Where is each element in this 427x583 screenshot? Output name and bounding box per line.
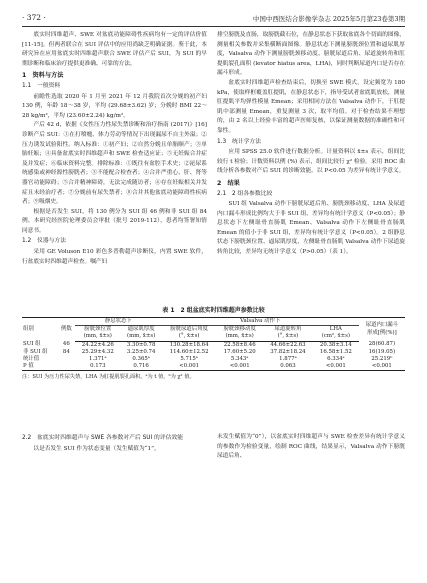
table-header-row-1 [22,318,405,326]
table-row [22,349,405,356]
table-cell-bladder-neck-mobility: 5.343ᵃ [230,356,249,363]
table-cell-urethral-rotation-angle: 1.877ᵃ [279,356,297,363]
left-paragraph: 采用 GE Voluson E10 彩色多普勒超声诊断仪，内置 SWE 软件，行盆底实时四维超声检查。嘱产妇 [22,249,207,265]
right-paragraph: 排空膀胱及直肠，取膀胱截石位，在静息状态下获取盆底各个切面的图像，测量相关参数并采集横断面图像。静息状态下测量膀胱颈位置和逼尿肌厚度，Valsalva 动作下测量膀胱颈移动度、膀胱尿道后角、尿道旋转角和肛提肌裂孔面积 (levator hiatus area，LHA)，同时判断尿道内口是否存在漏斗形成。 [217,32,405,77]
col-header-lha: LHA (cm², x̄±s) [313,326,359,341]
table-cell-group: SUI 组 [23,341,41,348]
table-cell-bladder-neck-position: 1.371ᵃ [89,356,107,363]
table-row [22,356,405,363]
table-cell-n: 46 [62,341,70,348]
table-cell-detrusor-thickness: 0.365ᵃ [132,356,150,363]
right-paragraph: SUI 组 Valsalva 动作下膀胱尿道后角、膀胱颈移动度、LHA 及尿道内口漏斗形成比例均大于非 SUI 组，差异均有统计学意义（P<0.05）；静息状态下左侧耻骨直肠肌 Emean、Valsalva 动作下左侧耻骨直肠肌 Emean 的值小于非 SUI 组，差异均有统计学意义（P<0.05）。2 组静息状态下膀胱颈位置、逼尿肌厚度，左侧耻骨直肠肌 Valsalva 动作下尿道旋转角比较，差异均无统计学意义（P>0.05）（表 1）。 [217,201,405,256]
left-subsection-heading: 1.2 仪器与方法 [22,238,67,245]
table-cell-n [58,356,75,363]
table-cell-bladder-neck-mobility: <0.001 [217,363,263,371]
table-cell-posterior-urethrovesical-angle: 5.715ᵃ [180,356,198,363]
left-subsection-heading: 1.1 一般资料 [22,82,61,89]
table-cell-detrusor-thickness: 0.716 [121,363,162,371]
left-paragraph: 根据是否发生 SUI，将 130 例分为 SUI 组 46 例和非 SUI 组 84 例。本研究经医院伦理委员会审批（批号 2019-112），患者均签署知情同意书。 [22,208,207,234]
table-cell-bladder-neck-position: 25.29±4.32 [81,348,114,355]
table-cell-n [58,363,75,371]
table-cell-posterior-urethrovesical-angle: 114.60±12.52 [169,348,209,355]
table-cell-posterior-urethrovesical-angle: 130.28±18.64 [169,341,209,348]
right-subsection-heading: 1.3 统计学方法 [217,138,262,145]
col-header-n: 例数 [58,318,75,342]
left-paragraph: 产后 42 d，依据《女性压力性尿失禁诊断和治疗指南 (2017)》[16] 诊断产后 SUI：①在打喷嚏、体力劳动等情况下出现漏尿不自主外溢；②压力诱发试验阳性。纳入标准：①初产妇；②自然分娩且单胎顺产；③单胎妊娠；④具备盆底实时四维超声和 SWE 检查适应证；⑤无妊娠合并症及并发症；⑥临床资料完整。排除标准：①既往有盆腔手术史；②泌尿系统感染或神经源性膀胱者；③不能配合检查者；④合并严重心、肝、肾等器官功能障碍；⑤合并精神障碍，无法完成随访者；⑥存在妊娠相关并发症且未经治疗者；⑦分娩前有尿失禁者；⑧合并其他盆底功能障碍性疾病者；⑨吸烟史。 [22,122,207,206]
col-header-rotation-angle: 尿道旋转角 (°, x̄±s) [263,326,313,341]
table-cell-funnel-formation: 16(19.05) [368,348,396,355]
table-cell-lha: 20.38±3.14 [319,341,352,348]
table-body [22,341,405,371]
col-header-posterior-angle: 膀胱尿道后角度 (°, x̄±s) [162,326,217,341]
table-cell-urethral-rotation-angle: 37.82±18.24 [270,348,306,355]
table-cell-detrusor-thickness: 3.30±0.78 [126,341,156,348]
right-paragraph: 盆底实时四维超声检查结束后，切换至 SWE 模式，设定频宽为 180 kPa，使取样框覆盖肛提肌，在静息状态下，指导受试者盆底肌放松，测量肛提肌平均弹性模量 Emean；采用相同方法在 Valsalva 动作下，于肛提肌中部测量 Emean，重复测量 3 次，取平均值。对于检查结果不理想的，由 2 名以上经验丰富的超声医师复核，以保证测量数据的准确性和可靠性。 [217,79,405,134]
right-section-heading: 2 结果 [217,179,240,187]
table-cell-n: 84 [62,348,70,355]
table-1 [22,305,405,380]
table-row [22,341,405,349]
right-paragraph: 应用 SPSS 25.0 软件进行数据分析。计量资料以 x̄±s 表示，组间比较行 t 检验；计数资料以例 (%) 表示，组间比较行 χ² 检验。采用 ROC 曲线分析各参数对产后 SUI 的诊断效能。以 P<0.05 为差异有统计学意义。 [217,149,405,175]
bottom-left-subsection-heading: 2.2 盆底实时四维超声与 SWE 各参数对产后 SUI 的评估效能 [22,435,184,441]
col-header-funnel: 尿道内口漏斗 形成[例(%)] [359,318,405,342]
table-header-row-2 [22,326,405,341]
left-column [22,31,207,267]
journal-title: 中国中西医结合影像学杂志 2025年5月第23卷第3期 [252,15,405,23]
table-cell-funnel-formation: 25.219ᵇ [371,356,393,363]
table-cell-bladder-neck-mobility: 17.60±5.20 [223,348,256,355]
bottom-left-paragraph: 以是否发生 SUI 作为状态变量（发生赋值为“1”， [33,445,160,452]
table-cell-urethral-rotation-angle: 0.063 [263,363,313,371]
table-row [22,363,405,371]
table-cell-lha: 16.58±1.52 [319,348,352,355]
table-cell-bladder-neck-position: 24.22±4.26 [81,341,114,348]
left-paragraph: 前瞻性选取 2020 年 1 月至 2021 年 12 月我院首次分娩的初产妇 130 例，年龄 18～38 岁，平均 (29.68±3.62) 岁；分娩时 BMI 22～28 kg/m²，平均 (23.60±2.24) kg/m²。 [22,93,207,119]
bottom-left-column [22,433,207,454]
table-cell-group: 非 SUI 组 [23,348,48,355]
right-subsection-heading: 2.1 2 组各参数比较 [217,190,273,197]
bottom-right-column [217,433,405,462]
running-header [22,13,405,25]
col-header-detrusor-thickness: 逼尿肌厚度 (mm, x̄±s) [121,326,162,341]
header-rule [22,26,405,27]
col-header-group: 组别 [22,318,58,342]
table-cell-bladder-neck-position: 0.173 [75,363,121,371]
table-cell-urethral-rotation-angle: 44.66±22.63 [270,341,306,348]
col-header-bladder-neck-mobility: 膀胱颈移动度 (mm, x̄±s) [217,326,263,341]
left-section-heading: 1 资料与方法 [22,72,64,80]
comparison-table [22,317,405,371]
table-cell-lha: 6.334ᵃ [327,356,345,363]
table-cell-group: P 值 [22,363,58,371]
bottom-right-paragraph: 未发生赋值为“0”），以盆底实时四维超声与 SWE 检查差异有统计学意义的参数作为检验变量，绘制 ROC 曲线，结果显示，Valsalva 动作下膀胱尿道后角、 [217,434,405,460]
table-cell-funnel-formation: <0.001 [359,363,405,371]
right-column [217,31,405,258]
left-paragraph: 底实时四维超声、SWE 对盆底功能障碍性疾病均有一定的评估价值[11-15]。但两者联合在 SUI 评估中的应用尚缺乏明确证据。鉴于此，本研究旨在应用盆底实时四维超声联合 SWE 评估产后 SUI，为 SUI 的早期诊断和临床治疗提供更准确、可靠的方法。 [22,32,207,67]
col-header-bladder-neck-position: 膀胱颈位置 (mm, x̄±s) [75,326,121,341]
page-number: · 372 · [22,13,46,22]
table-cell-posterior-urethrovesical-angle: <0.001 [162,363,217,371]
group-header-valsalva: Valsalva 动作下 [162,318,359,326]
table-cell-lha: <0.001 [313,363,359,371]
table-cell-funnel-formation: 28(60.87) [368,341,396,348]
table-cell-detrusor-thickness: 3.25±0.74 [126,348,156,355]
table-caption: 表 1 2 组盆底实时四维超声参数比较 [162,307,265,314]
group-header-rest: 静息状态下 [75,318,162,326]
table-cell-bladder-neck-mobility: 22.58±8.46 [223,341,256,348]
table-note: 注：SUI 为压力性尿失禁，LHA 为肛提肌裂孔面积。ᵃ为 t 值，ᵇ为 χ² 值。 [22,374,195,381]
table-cell-group: 统计值 [23,356,40,363]
